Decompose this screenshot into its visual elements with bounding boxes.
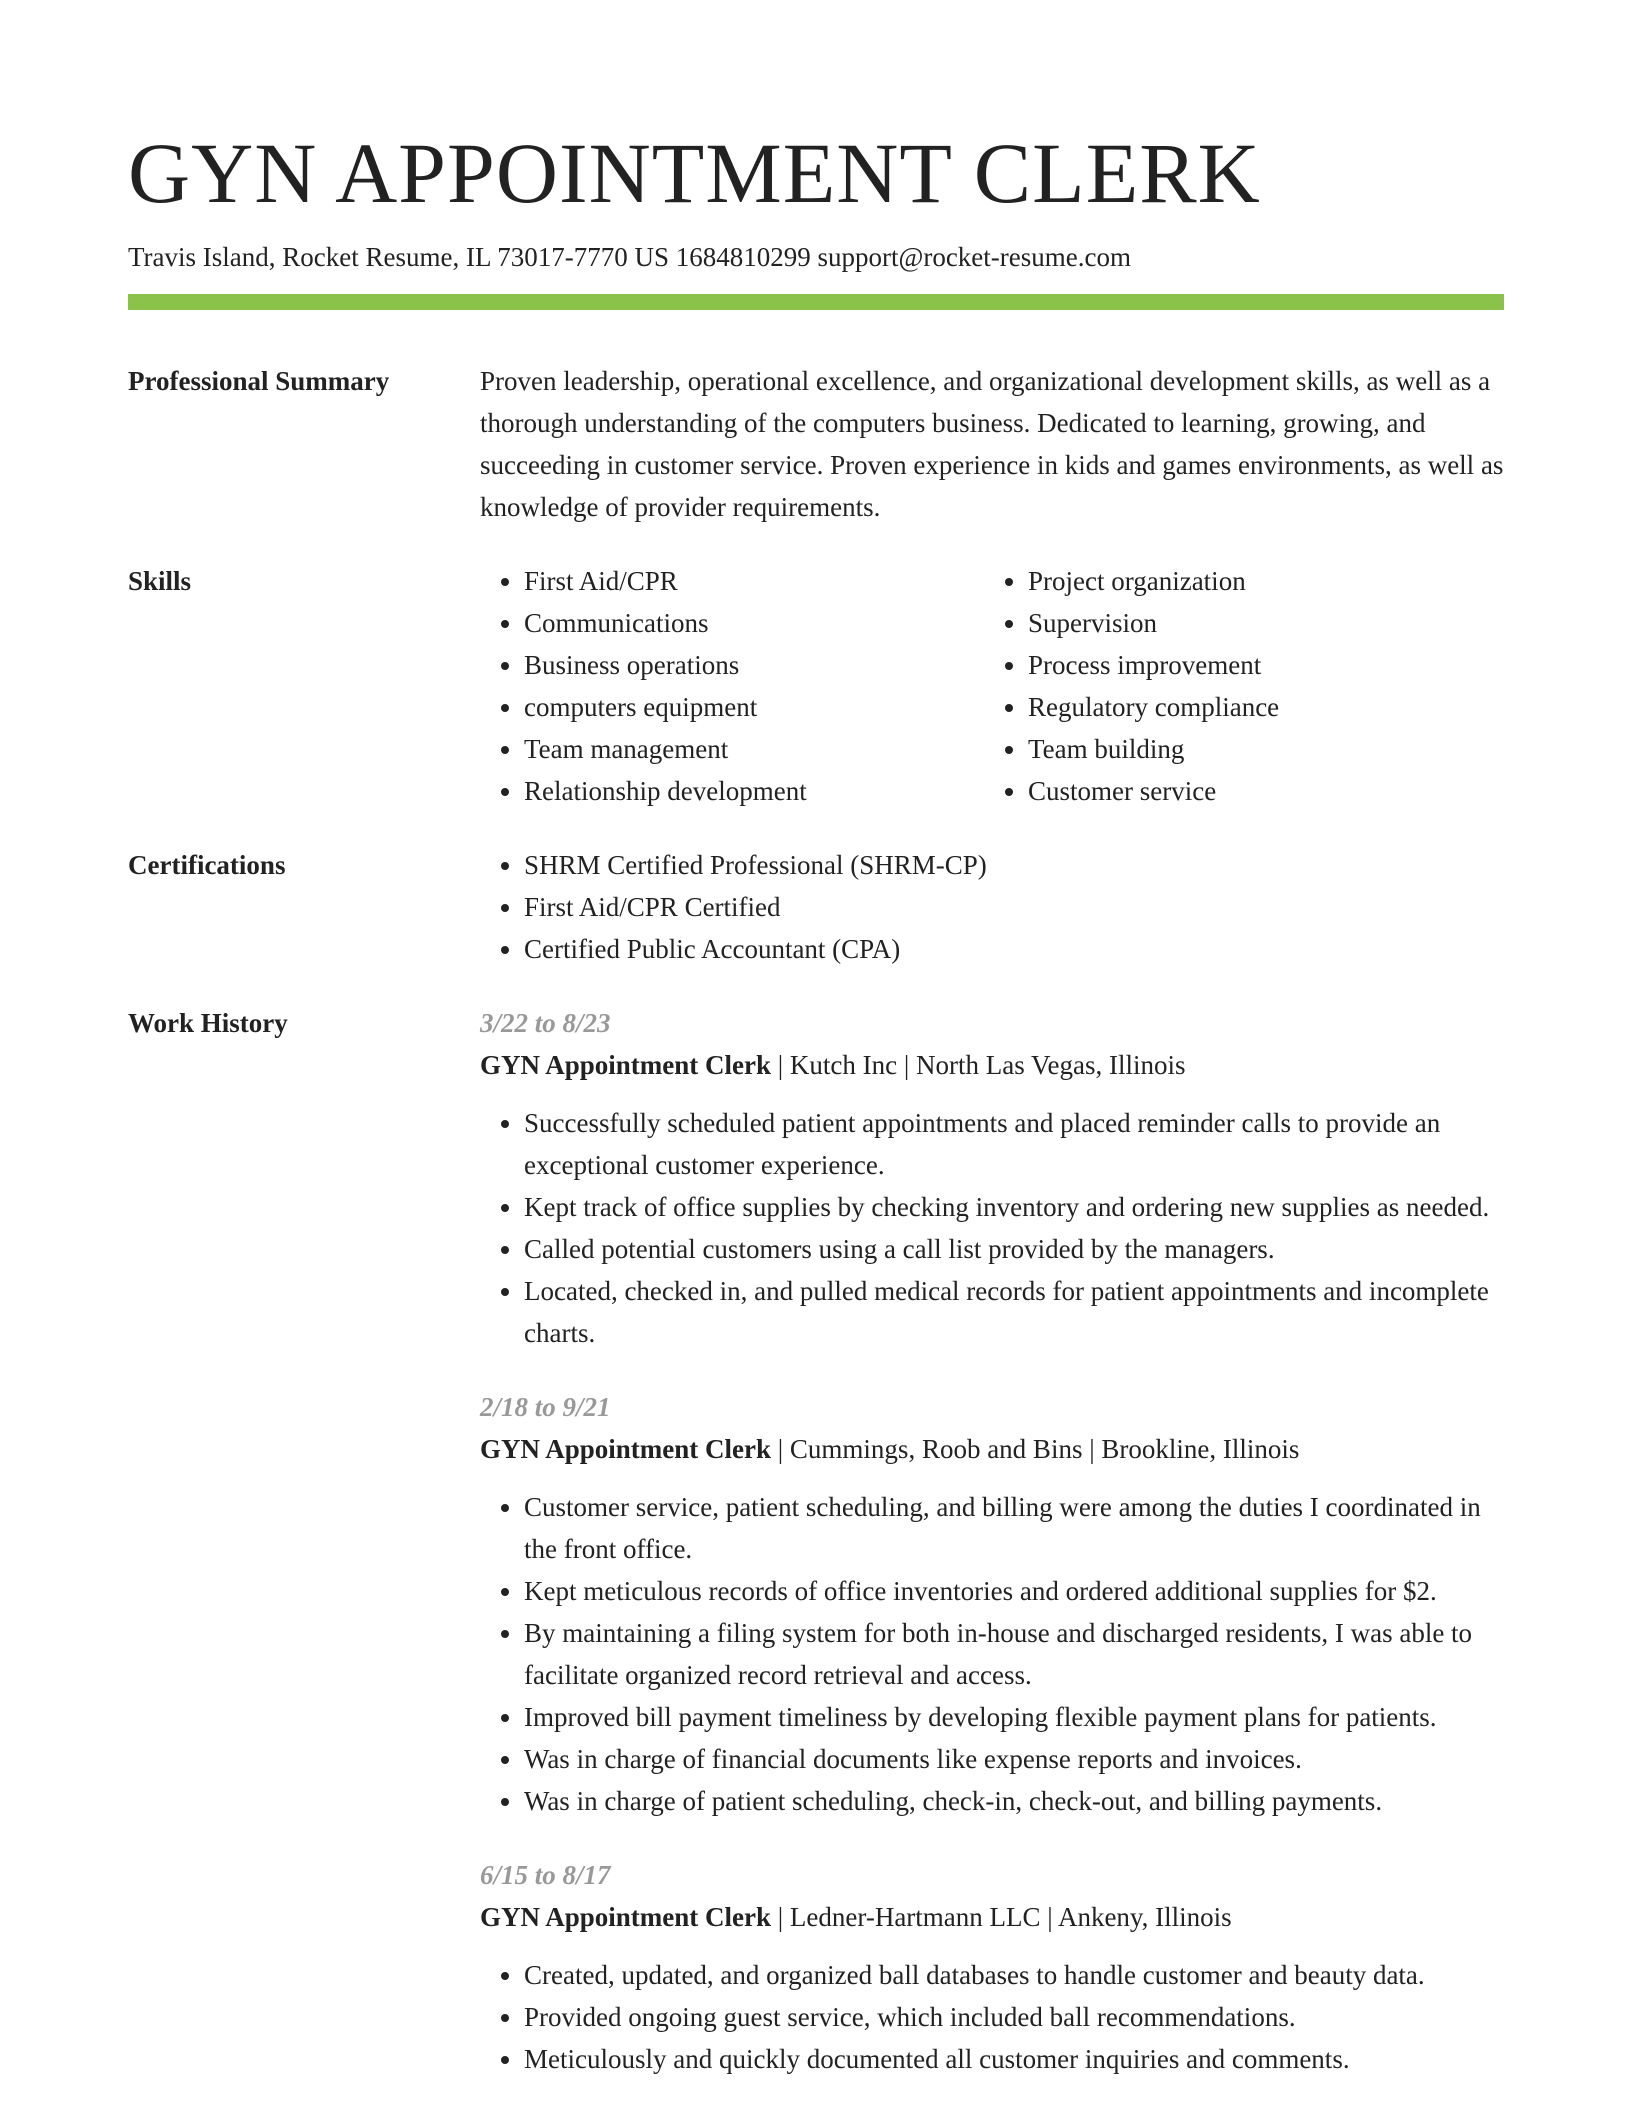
skills-column-right (984, 560, 1488, 812)
skill-item: • Project organization (1028, 560, 1488, 602)
header-divider (128, 294, 1504, 310)
job-details: | Ledner-Hartmann LLC | Ankeny, Illinois (771, 1902, 1232, 1932)
contact-line: Travis Island, Rocket Resume, IL 73017-7770 US 1684810299 support@rocket-resume.com (128, 242, 1131, 272)
job-bullet: • Customer service, patient scheduling, and billing were among the duties I coordinated in the front office. (524, 1486, 1504, 1570)
job-bullet: • Kept meticulous records of office inventories and ordered additional supplies for $2. (524, 1570, 1504, 1612)
job-bullet: • Was in charge of financial documents like expense reports and invoices. (524, 1738, 1504, 1780)
certifications-heading: Certifications (128, 850, 286, 880)
skill-item: • Relationship development (524, 770, 984, 812)
skills-section (128, 560, 1504, 812)
job-details: | Cummings, Roob and Bins | Brookline, Illinois (771, 1434, 1300, 1464)
certification-item: • SHRM Certified Professional (SHRM-CP) (524, 844, 1504, 886)
job-title: GYN Appointment Clerk (480, 1050, 772, 1080)
job-bullets (480, 1486, 1504, 1822)
certifications-list (480, 844, 1504, 970)
job-title: GYN Appointment Clerk (480, 1902, 772, 1932)
certifications-body (480, 844, 1504, 970)
job-heading (480, 1896, 1504, 1938)
skill-item: • Team building (1028, 728, 1488, 770)
summary-heading: Professional Summary (128, 366, 390, 396)
skills-column-left (480, 560, 984, 812)
resume-name: GYN APPOINTMENT CLERK (128, 125, 1261, 221)
skills-columns (480, 560, 1504, 812)
certification-item: • First Aid/CPR Certified (524, 886, 1504, 928)
resume-page (128, 0, 1504, 2080)
job-bullet: • Provided ongoing guest service, which included ball recommendations. (524, 1996, 1504, 2038)
certifications-section (128, 844, 1504, 970)
job-heading (480, 1044, 1504, 1086)
skill-item: • Regulatory compliance (1028, 686, 1488, 728)
job-bullet: • Created, updated, and organized ball databases to handle customer and beauty data. (524, 1954, 1504, 1996)
job-bullets (480, 1102, 1504, 1354)
job-bullet: • Was in charge of patient scheduling, check-in, check-out, and billing payments. (524, 1780, 1504, 1822)
skills-list-right (984, 560, 1488, 812)
job-entry (480, 1854, 1504, 2080)
work-history-section (128, 1002, 1504, 2080)
job-bullet: • Kept track of office supplies by checking inventory and ordering new supplies as needed. (524, 1186, 1504, 1228)
summary-section (128, 360, 1504, 528)
skill-item: • Process improvement (1028, 644, 1488, 686)
summary-body (480, 360, 1504, 528)
skills-body (480, 560, 1504, 812)
skill-item: • Business operations (524, 644, 984, 686)
job-bullet: • Called potential customers using a call list provided by the managers. (524, 1228, 1504, 1270)
skill-item: • Supervision (1028, 602, 1488, 644)
job-details: | Kutch Inc | North Las Vegas, Illinois (771, 1050, 1186, 1080)
job-bullets (480, 1954, 1504, 2080)
job-dates: 6/15 to 8/17 (480, 1860, 611, 1890)
job-entry (480, 1386, 1504, 1822)
skill-item: • computers equipment (524, 686, 984, 728)
skill-item: • Customer service (1028, 770, 1488, 812)
job-dates: 2/18 to 9/21 (480, 1392, 611, 1422)
skill-item: • First Aid/CPR (524, 560, 984, 602)
skill-item: • Team management (524, 728, 984, 770)
job-bullet: • By maintaining a filing system for both in-house and discharged residents, I was able to facilitate organized record retrieval and access. (524, 1612, 1504, 1696)
work-history-heading: Work History (128, 1008, 288, 1038)
summary-text: Proven leadership, operational excellence, and organizational development skills, as well as a thorough understanding of the computers business. Dedicated to learning, growing, and succeeding in customer service. Proven experience in kids and games environments, as well as knowledge of provider requirements. (480, 366, 1504, 522)
job-bullet: • Improved bill payment timeliness by developing flexible payment plans for patients. (524, 1696, 1504, 1738)
job-bullet: • Located, checked in, and pulled medical records for patient appointments and incomplete charts. (524, 1270, 1504, 1354)
job-dates: 3/22 to 8/23 (480, 1008, 611, 1038)
certification-item: • Certified Public Accountant (CPA) (524, 928, 1504, 970)
job-bullet: • Successfully scheduled patient appointments and placed reminder calls to provide an exceptional customer experience. (524, 1102, 1504, 1186)
job-bullet: • Meticulously and quickly documented all customer inquiries and comments. (524, 2038, 1504, 2080)
job-heading (480, 1428, 1504, 1470)
job-entry (480, 1002, 1504, 1354)
skills-list-left (480, 560, 984, 812)
work-history-body (480, 1002, 1504, 2080)
job-title: GYN Appointment Clerk (480, 1434, 772, 1464)
skills-heading: Skills (128, 566, 192, 596)
skill-item: • Communications (524, 602, 984, 644)
